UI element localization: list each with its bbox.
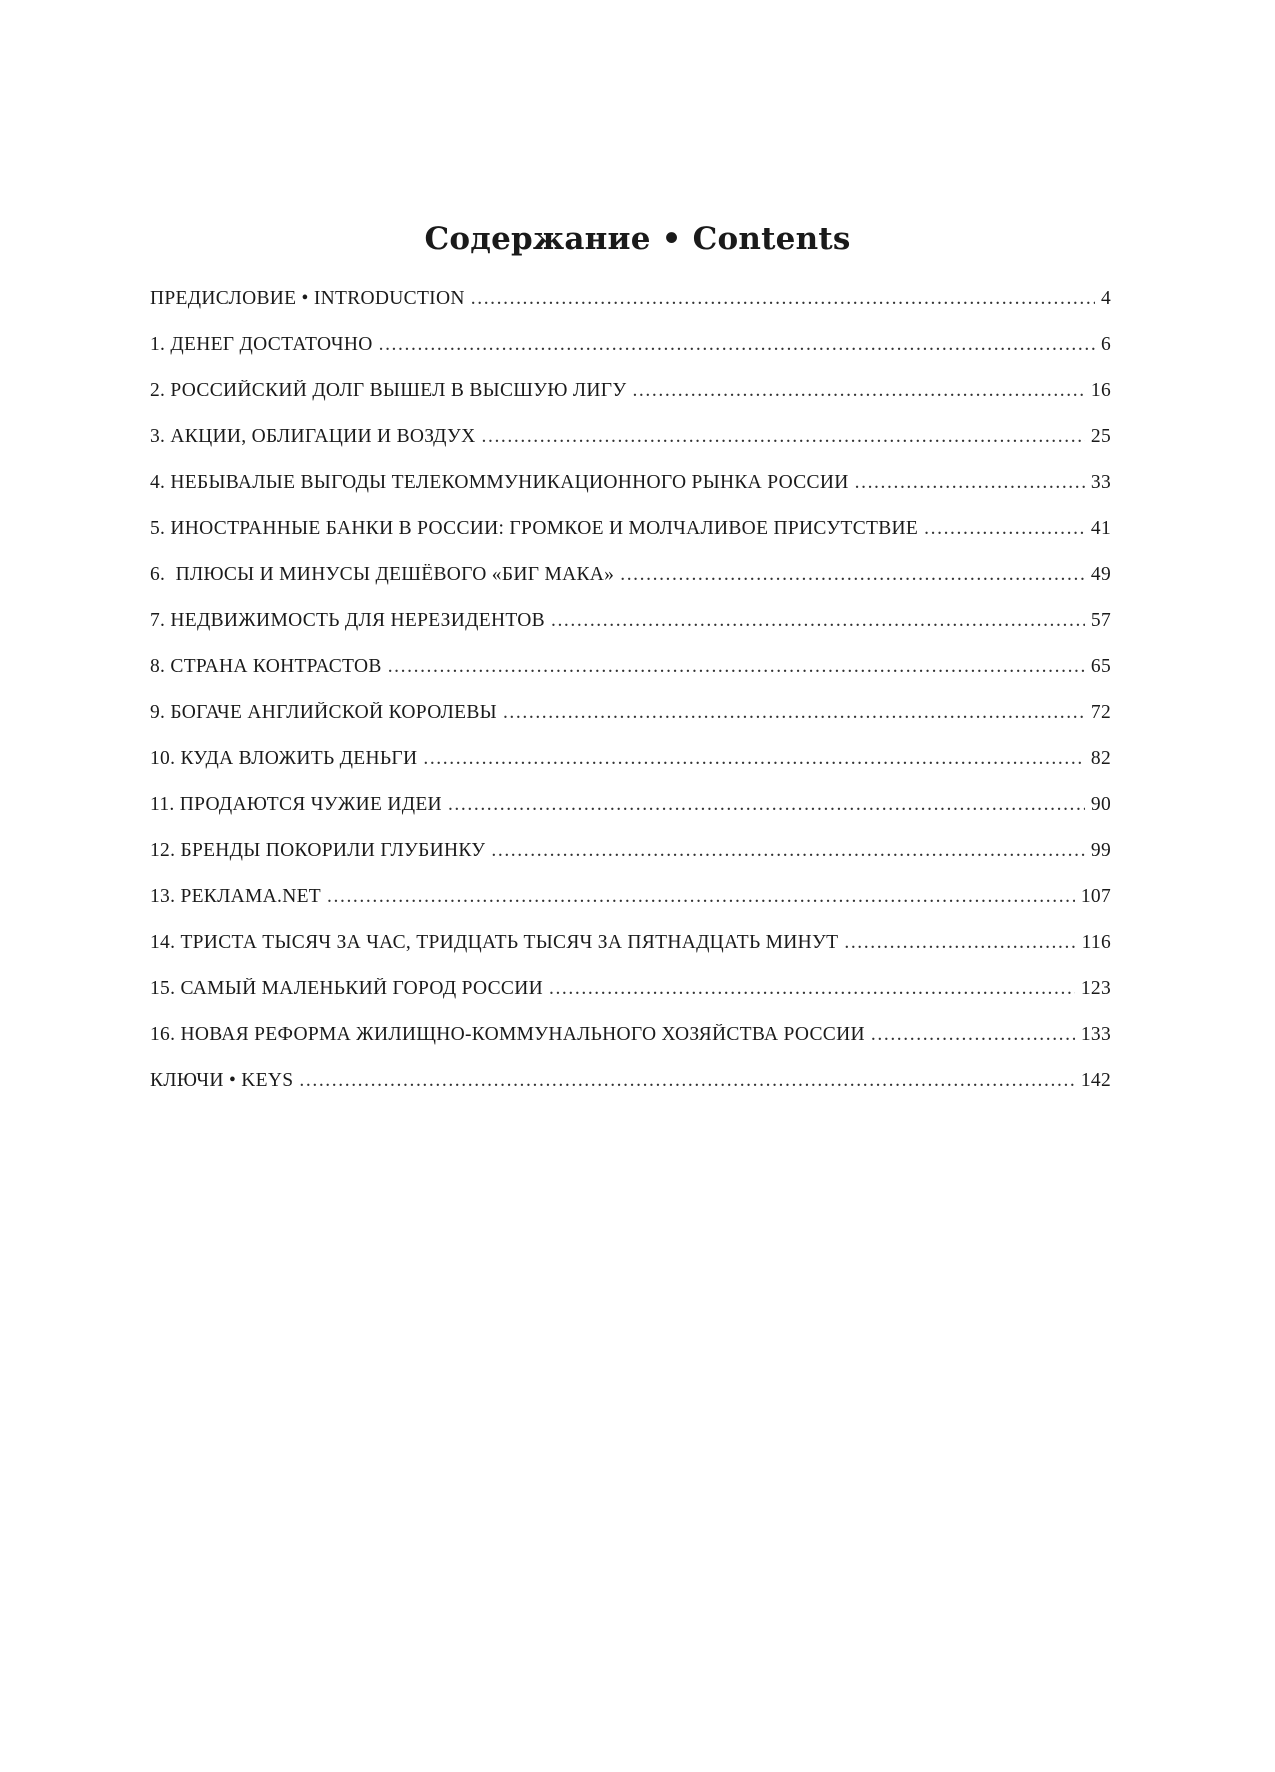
- dot-leader: [924, 518, 1085, 540]
- toc-page-number: 72: [1090, 702, 1111, 723]
- toc-entry-title: 15. САМЫЙ МАЛЕНЬКИЙ ГОРОД РОССИИ: [150, 978, 543, 999]
- toc-page-number: 16: [1090, 380, 1111, 401]
- table-of-contents: [150, 288, 1111, 1116]
- toc-page-number: 123: [1080, 978, 1111, 999]
- toc-page-number: 82: [1090, 748, 1111, 769]
- toc-page-number: 90: [1090, 794, 1111, 815]
- toc-page-number: 142: [1080, 1070, 1111, 1091]
- dot-leader: [423, 748, 1085, 770]
- toc-entry-title: 9. БОГАЧЕ АНГЛИЙСКОЙ КОРОЛЕВЫ: [150, 702, 497, 723]
- dot-leader: [551, 610, 1085, 632]
- toc-page-number: 41: [1090, 518, 1111, 539]
- toc-entry-chapter-15[interactable]: [150, 978, 1111, 1024]
- toc-entry-title: 13. РЕКЛАМА.NET: [150, 886, 322, 907]
- toc-page-number: 107: [1080, 886, 1111, 907]
- toc-entry-chapter-6[interactable]: [150, 564, 1111, 610]
- toc-entry-title: 3. АКЦИИ, ОБЛИГАЦИИ И ВОЗДУХ: [150, 426, 476, 447]
- dot-leader: [620, 564, 1085, 586]
- toc-entry-title: КЛЮЧИ • KEYS: [150, 1070, 294, 1091]
- toc-entry-title: 7. НЕДВИЖИМОСТЬ ДЛЯ НЕРЕЗИДЕНТОВ: [150, 610, 545, 631]
- toc-page-number: 4: [1100, 288, 1111, 309]
- toc-entry-chapter-14[interactable]: [150, 932, 1111, 978]
- toc-entry-chapter-4[interactable]: [150, 472, 1111, 518]
- dot-leader: [299, 1070, 1074, 1092]
- dot-leader: [855, 472, 1085, 494]
- toc-entry-chapter-1[interactable]: [150, 334, 1111, 380]
- dot-leader: [471, 288, 1095, 310]
- dot-leader: [871, 1024, 1075, 1046]
- dot-leader: [448, 794, 1085, 816]
- toc-page-number: 133: [1080, 1024, 1111, 1045]
- toc-entry-chapter-16[interactable]: [150, 1024, 1111, 1070]
- toc-entry-chapter-7[interactable]: [150, 610, 1111, 656]
- toc-page-number: 99: [1090, 840, 1111, 861]
- dot-leader: [503, 702, 1085, 724]
- toc-entry-title: 5. ИНОСТРАННЫЕ БАНКИ В РОССИИ: ГРОМКОЕ И МОЛЧАЛИВОЕ ПРИСУТСТВИЕ: [150, 518, 919, 539]
- toc-entry-title: ПРЕДИСЛОВИЕ • INTRODUCTION: [150, 288, 465, 309]
- toc-page-number: 25: [1090, 426, 1111, 447]
- toc-entry-title: 14. ТРИСТА ТЫСЯЧ ЗА ЧАС, ТРИДЦАТЬ ТЫСЯЧ ЗА ПЯТНАДЦАТЬ МИНУТ: [150, 932, 839, 953]
- toc-entry-title: 16. НОВАЯ РЕФОРМА ЖИЛИЩНО-КОММУНАЛЬНОГО ХОЗЯЙСТВА РОССИИ: [150, 1024, 865, 1045]
- toc-page-number: 116: [1081, 932, 1111, 953]
- toc-entry-title: 12. БРЕНДЫ ПОКОРИЛИ ГЛУБИНКУ: [150, 840, 486, 861]
- toc-entry-introduction[interactable]: [150, 288, 1111, 334]
- toc-entry-chapter-8[interactable]: [150, 656, 1111, 702]
- toc-entry-chapter-10[interactable]: [150, 748, 1111, 794]
- toc-entry-title: 8. СТРАНА КОНТРАСТОВ: [150, 656, 382, 677]
- toc-entry-chapter-9[interactable]: [150, 702, 1111, 748]
- toc-entry-title: 11. ПРОДАЮТСЯ ЧУЖИЕ ИДЕИ: [150, 794, 442, 815]
- toc-page-number: 57: [1090, 610, 1111, 631]
- toc-page-number: 65: [1090, 656, 1111, 677]
- dot-leader: [632, 380, 1084, 402]
- toc-entry-chapter-5[interactable]: [150, 518, 1111, 564]
- page-title: Содержание • Contents: [424, 220, 851, 257]
- toc-page-number: 6: [1100, 334, 1111, 355]
- toc-entry-chapter-13[interactable]: [150, 886, 1111, 932]
- dot-leader: [844, 932, 1075, 954]
- toc-entry-title: 6. ПЛЮСЫ И МИНУСЫ ДЕШЁВОГО «БИГ МАКА»: [150, 564, 615, 585]
- toc-page-number: 33: [1090, 472, 1111, 493]
- toc-entry-title: 1. ДЕНЕГ ДОСТАТОЧНО: [150, 334, 373, 355]
- dot-leader: [327, 886, 1075, 908]
- toc-entry-chapter-11[interactable]: [150, 794, 1111, 840]
- toc-entry-chapter-12[interactable]: [150, 840, 1111, 886]
- toc-entry-title: 4. НЕБЫВАЛЫЕ ВЫГОДЫ ТЕЛЕКОММУНИКАЦИОННОГО РЫНКА РОССИИ: [150, 472, 849, 493]
- dot-leader: [379, 334, 1095, 356]
- toc-entry-chapter-2[interactable]: [150, 380, 1111, 426]
- toc-entry-chapter-3[interactable]: [150, 426, 1111, 472]
- dot-leader: [482, 426, 1085, 448]
- dot-leader: [388, 656, 1085, 678]
- dot-leader: [491, 840, 1085, 862]
- toc-page-number: 49: [1090, 564, 1111, 585]
- toc-entry-keys[interactable]: [150, 1070, 1111, 1116]
- toc-entry-title: 10. КУДА ВЛОЖИТЬ ДЕНЬГИ: [150, 748, 418, 769]
- dot-leader: [549, 978, 1075, 1000]
- toc-entry-title: 2. РОССИЙСКИЙ ДОЛГ ВЫШЕЛ В ВЫСШУЮ ЛИГУ: [150, 380, 627, 401]
